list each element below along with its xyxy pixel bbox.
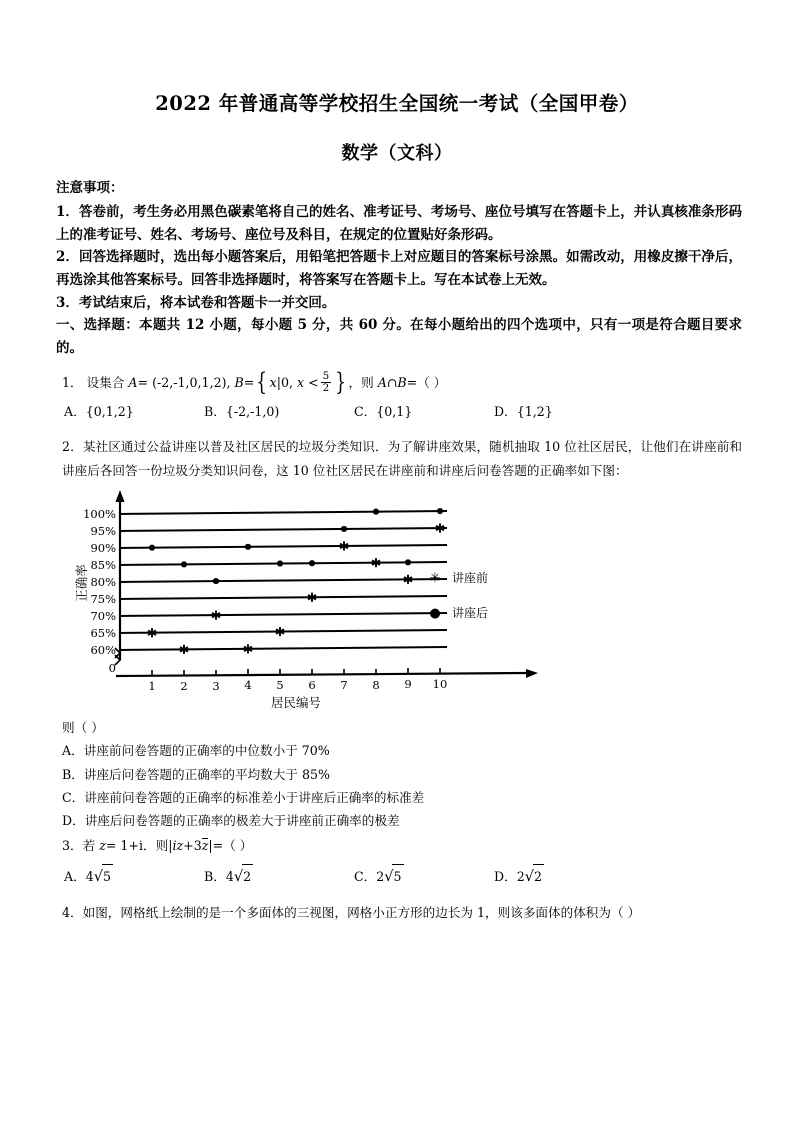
question-1-number: 1． xyxy=(62,374,83,390)
question-3-option-c-coefficient: 2 xyxy=(376,868,385,884)
notice-item-2: 2．回答选择题时，选出每小题答案后，用铅笔把答题卡上对应题目的答案标号涂黑。如需改动，用橡皮擦干净后，再选涂其他答案标号。回答非选择题时，将答案写在答题卡上。写在本试卷上无效。 xyxy=(56,249,742,288)
question-3-z-conjugate: z xyxy=(201,838,209,854)
question-2-number: 2． xyxy=(62,439,83,455)
x-tick-10: 10 xyxy=(432,676,448,691)
y-tick-70: 70% xyxy=(90,608,116,623)
x-tick-9: 9 xyxy=(404,676,412,691)
notice-item-3: 3．考试结束后，将本试卷和答题卡一并交回。 xyxy=(56,294,336,311)
question-3-number: 3． xyxy=(62,838,83,854)
question-2-option-b[interactable]: B．讲座后问卷答题的正确率的平均数大于 85% xyxy=(62,766,330,782)
question-1-fraction xyxy=(321,371,332,394)
y-tick-0: 0 xyxy=(108,660,116,675)
question-3-option-b[interactable] xyxy=(204,864,354,892)
fraction-numerator: 5 xyxy=(322,369,330,382)
question-2-option-d[interactable]: D．讲座后问卷答题的正确率的极差大于讲座前正确率的极差 xyxy=(62,813,400,829)
y-tick-80: 80% xyxy=(90,574,116,589)
question-2-stem-text: 某社区通过公益讲座以普及社区居民的垃圾分类知识．为了解讲座效果，随机抽取 10 位社区居民，让他们在讲座前和讲座后各回答一份垃圾分类知识问卷，这 10 位社区居民在讲座前和讲座后问卷答题的正确率如下图： xyxy=(62,439,742,478)
y-tick-100: 100% xyxy=(83,506,116,521)
dot-marker xyxy=(181,561,187,567)
question-1-set-b-condition-pre: |0, xyxy=(276,374,293,390)
question-3-option-c[interactable] xyxy=(354,864,494,892)
question-3-option-a-letter: A． xyxy=(64,868,86,884)
y-tick-95: 95% xyxy=(90,523,116,538)
page-subtitle: 数学（文科） xyxy=(341,143,453,165)
x-tick-4: 4 xyxy=(244,677,252,692)
question-3 xyxy=(56,834,742,891)
dot-marker xyxy=(309,560,315,566)
question-1-stem-prefix: 设集合 xyxy=(86,374,125,390)
question-3-option-d[interactable] xyxy=(494,864,634,892)
question-3-answer-blank: =（ ） xyxy=(212,838,253,854)
series-before-lecture xyxy=(148,523,444,654)
question-1-set-b-label: B xyxy=(234,374,244,390)
legend-label-after: 讲座后 xyxy=(452,606,489,621)
question-3-plus-sign: + xyxy=(183,838,194,854)
y-tick-75: 75% xyxy=(90,591,116,606)
radical-sign-icon: √ xyxy=(93,868,103,885)
page-title: 2022 年普通高等学校招生全国统一考试（全国甲卷） xyxy=(155,92,639,115)
question-1-set-b-equals: = xyxy=(243,374,255,390)
abs-bar-close-icon: | xyxy=(208,838,213,854)
question-2-stem xyxy=(56,435,742,482)
question-4-stem-text: 如图，网格纸上绘制的是一个多面体的三视图，网格小正方形的边长为 1，则该多面体的体积为（ ） xyxy=(82,905,641,921)
question-2-then-label: 则（ ） xyxy=(62,719,104,735)
question-3-option-a[interactable] xyxy=(64,864,204,892)
question-1-set-b-variable: x xyxy=(269,374,277,390)
question-3-option-d-letter: D． xyxy=(494,868,517,884)
question-1-set-separator: , xyxy=(226,374,231,390)
x-tick-labels xyxy=(148,677,447,693)
question-2-option-c[interactable]: C．讲座前问卷答题的正确率的标准差小于讲座后正确率的标准差 xyxy=(62,789,425,805)
x-tick-7: 7 xyxy=(340,677,348,692)
abs-bar-open-icon: | xyxy=(168,838,173,854)
dot-marker-icon: ● xyxy=(429,605,441,621)
radical-sign-icon-2: √ xyxy=(233,868,244,885)
question-1-option-a[interactable]: A．{0,1,2} xyxy=(64,404,134,420)
x-axis-line xyxy=(116,673,529,676)
legend-row-before xyxy=(426,572,488,585)
legend-label-before: 讲座前 xyxy=(452,571,489,586)
question-1-stem xyxy=(56,367,742,396)
question-4-stem xyxy=(56,901,742,924)
right-brace-icon: } xyxy=(335,367,347,396)
question-1-set-a-value: = (-2,-1,0,1,2) xyxy=(137,374,227,390)
x-axis-title: 居民编号 xyxy=(270,694,322,710)
question-1-set-b-condition-var: x xyxy=(296,374,305,390)
question-3-option-b-radicand: 2 xyxy=(242,864,253,889)
question-3-option-d-radicand: 2 xyxy=(533,864,544,889)
left-brace-icon: { xyxy=(256,367,268,396)
y-tick-65: 65% xyxy=(90,625,116,640)
x-tick-1: 1 xyxy=(148,678,156,693)
x-tick-5: 5 xyxy=(276,677,284,692)
question-3-z-equation: = 1+i xyxy=(105,838,144,854)
asterisk-marker-icon: ✳ xyxy=(429,570,441,586)
radical-sign-icon-3: √ xyxy=(384,868,394,885)
question-3-term-iz: iz xyxy=(172,838,184,854)
question-4 xyxy=(56,901,742,924)
y-axis-arrow-icon xyxy=(116,490,125,502)
question-1-option-b[interactable]: B．{-2,-1,0) xyxy=(204,404,280,420)
legend-row-after xyxy=(426,607,488,620)
dot-marker xyxy=(245,544,251,550)
question-1-stem-mid: ，则 xyxy=(348,374,374,390)
y-tick-90: 90% xyxy=(90,540,116,555)
x-tick-3: 3 xyxy=(212,678,220,693)
notice-item-1: 1．答卷前，考生务必用黑色碳素笔将自己的姓名、准考证号、考场号、座位号填写在答题卡上，并认真核准条形码上的准考证号、姓名、考场号、座位号及科目，在规定的位置贴好条形码。 xyxy=(56,203,742,243)
question-3-stem-mid: ．则 xyxy=(143,838,169,854)
dot-marker xyxy=(277,560,283,566)
y-axis-title: 正确率 xyxy=(74,564,89,602)
x-tick-6: 6 xyxy=(308,677,316,692)
question-3-option-c-radicand: 5 xyxy=(392,864,403,889)
question-1-set-b-relation: < xyxy=(308,374,319,390)
notice-heading: 注意事项： xyxy=(56,180,124,196)
question-3-option-a-coefficient: 4 xyxy=(85,868,94,884)
question-3-option-d-coefficient: 2 xyxy=(516,868,525,884)
dot-marker xyxy=(373,509,379,515)
question-3-coefficient-3: 3 xyxy=(193,838,202,854)
question-4-number: 4． xyxy=(62,905,83,921)
y-tick-60: 60% xyxy=(90,642,116,657)
accuracy-rate-chart xyxy=(74,488,554,710)
x-tick-8: 8 xyxy=(372,677,380,692)
x-tick-2: 2 xyxy=(180,678,188,693)
question-3-option-b-letter: B． xyxy=(204,868,226,884)
question-1-options xyxy=(56,400,742,424)
fraction-denominator: 2 xyxy=(322,381,330,394)
question-3-variable-z: z xyxy=(99,838,106,854)
question-3-option-a-radicand: 5 xyxy=(102,864,113,889)
question-2 xyxy=(56,435,742,832)
y-tick-85: 85% xyxy=(90,557,116,572)
question-1-expr-a: A xyxy=(377,374,387,390)
dot-marker xyxy=(437,508,443,514)
question-3-option-c-letter: C． xyxy=(354,868,377,884)
dot-marker xyxy=(405,559,411,565)
section-heading-multiple-choice: 一、选择题：本题共 12 小题，每小题 5 分，共 60 分。在每小题给出的四个选项中，只有一项是符合题目要求的。 xyxy=(56,317,742,356)
question-3-stem xyxy=(56,834,742,857)
question-1-option-d[interactable]: D．{1,2} xyxy=(494,404,553,420)
dot-marker xyxy=(341,526,347,532)
question-2-option-a[interactable]: A．讲座前问卷答题的正确率的中位数小于 70% xyxy=(62,743,330,759)
x-axis-arrow-icon xyxy=(526,669,538,678)
question-3-stem-pre: 若 xyxy=(82,838,96,854)
dot-marker xyxy=(213,578,219,584)
question-1-set-a-label: A xyxy=(128,374,138,390)
intersection-icon: ∩ xyxy=(386,374,398,390)
question-1-answer-blank: =（ ） xyxy=(406,374,447,390)
radical-sign-icon-4: √ xyxy=(524,868,534,885)
question-1-expr-b: B xyxy=(397,374,407,390)
chart-legend xyxy=(426,572,488,642)
document-body xyxy=(56,178,742,925)
question-3-options xyxy=(56,864,742,892)
question-1 xyxy=(56,367,742,425)
dot-marker xyxy=(149,545,155,551)
question-1-option-c[interactable]: C．{0,1} xyxy=(354,404,413,420)
question-3-option-b-coefficient: 4 xyxy=(225,868,234,884)
